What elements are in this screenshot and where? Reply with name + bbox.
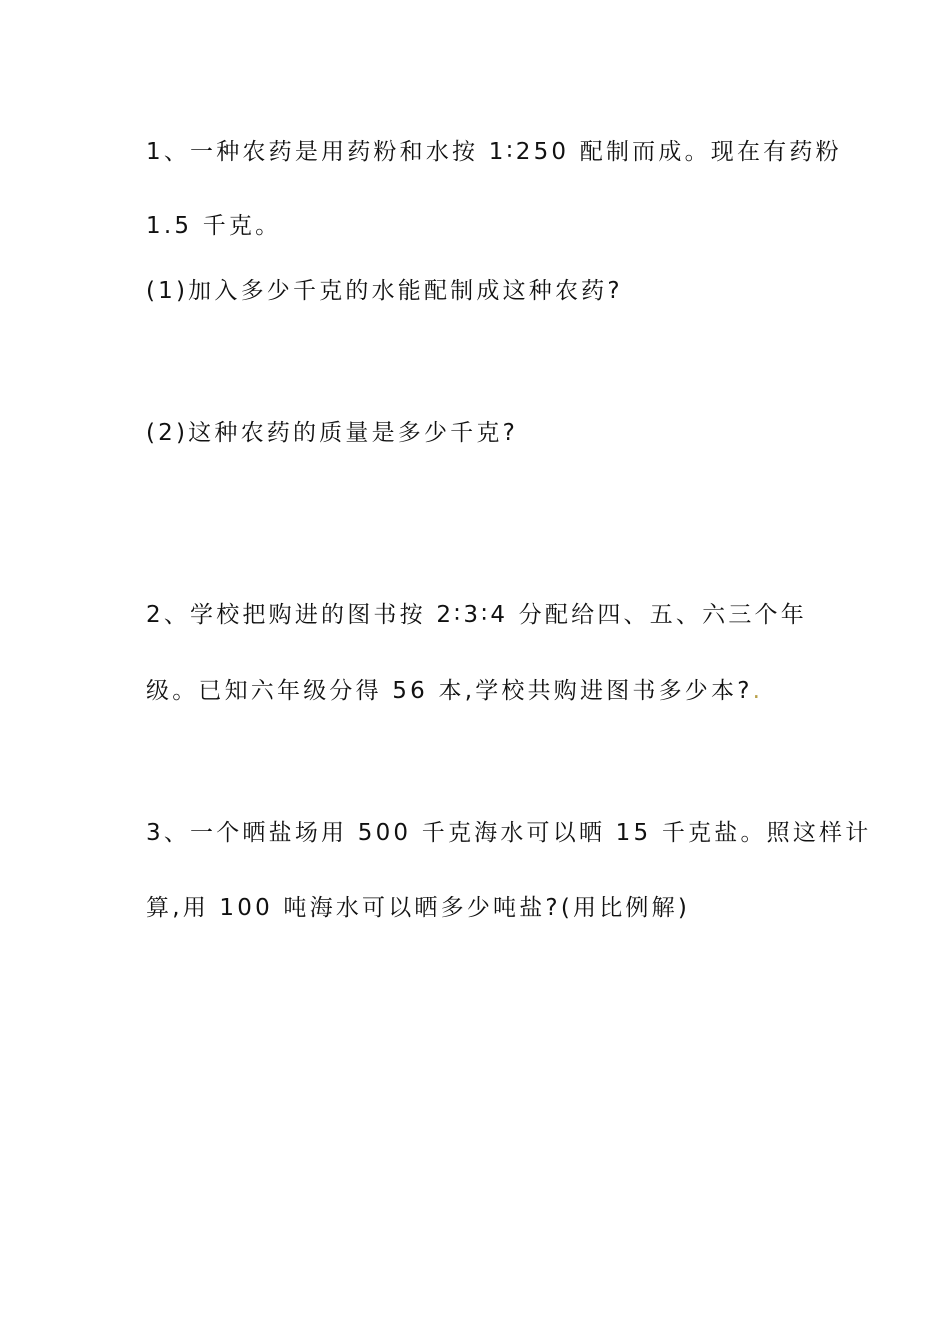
problem-2-line-2: 级。已知六年级分得 56 本,学校共购进图书多少本? <box>146 678 753 704</box>
problem-2-trailing-mark: . <box>752 678 764 704</box>
problem-3-line-1: 3、一个晒盐场用 500 千克海水可以晒 15 千克盐。照这样计 <box>146 820 872 846</box>
problem-1-line-2: 1.5 千克。 <box>146 213 282 239</box>
problem-2-line-2-wrapper <box>146 676 763 706</box>
problem-2-line-1: 2、学校把购进的图书按 2∶3∶4 分配给四、五、六三个年 <box>146 602 807 628</box>
problem-1-question-1: (1)加入多少千克的水能配制成这种农药? <box>146 278 623 304</box>
problem-1-line-1: 1、一种农药是用药粉和水按 1∶250 配制而成。现在有药粉 <box>146 139 842 165</box>
problem-1-question-2: (2)这种农药的质量是多少千克? <box>146 420 518 446</box>
problem-3-line-2: 算,用 100 吨海水可以晒多少吨盐?(用比例解) <box>146 895 690 921</box>
